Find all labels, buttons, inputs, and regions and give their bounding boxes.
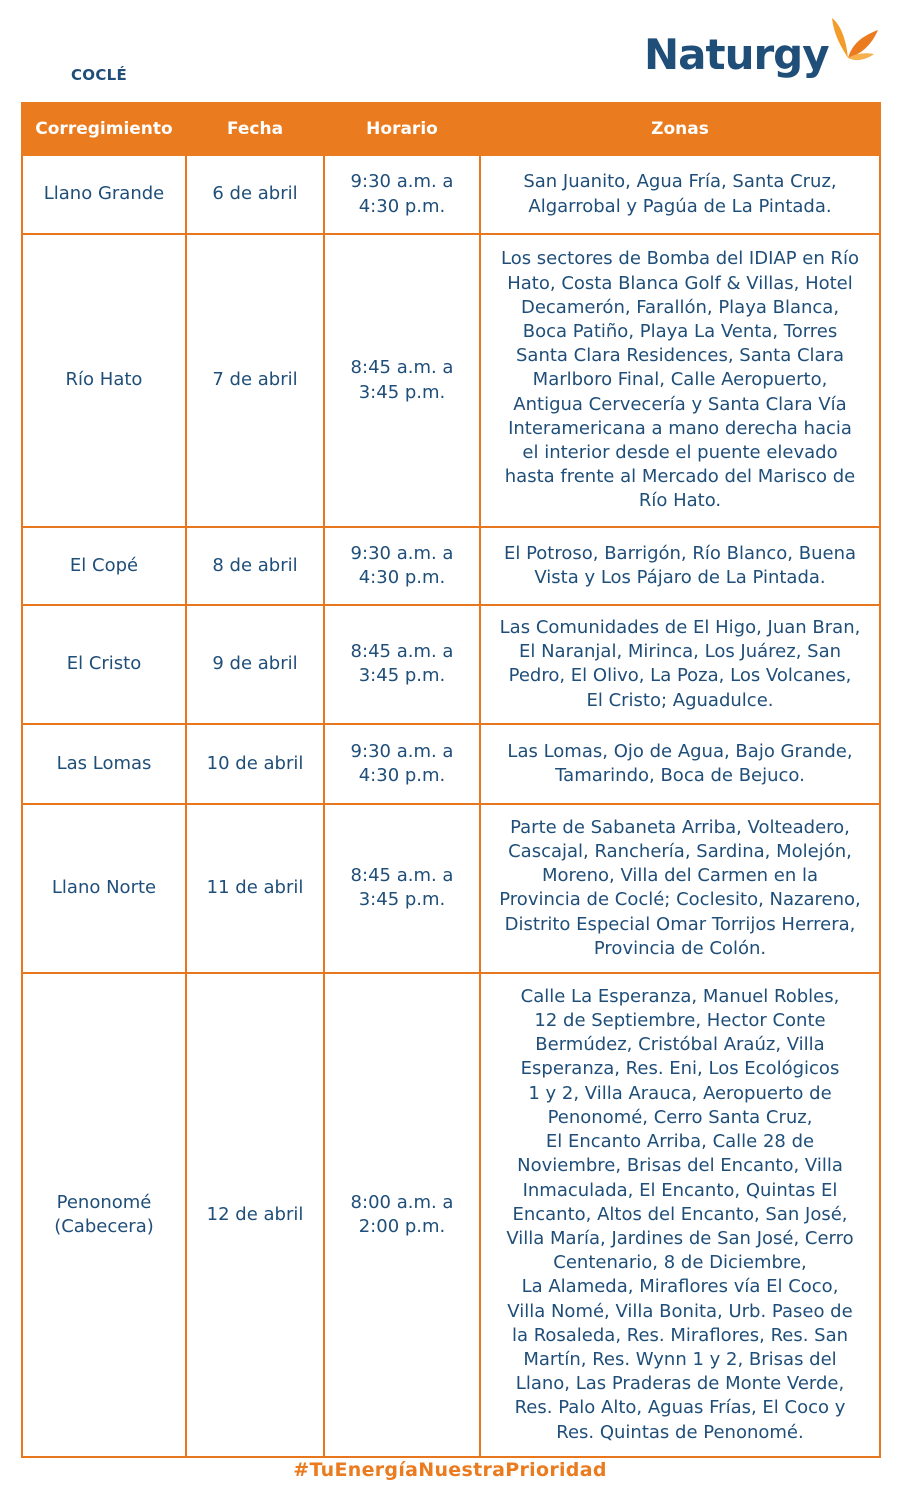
- cell-zonas: San Juanito, Agua Fría, Santa Cruz, Algarrobal y Pagúa de La Pintada.: [480, 155, 880, 234]
- cell-zonas: Las Comunidades de El Higo, Juan Bran, El Naranjal, Mirinca, Los Juárez, San Pedro, El Olivo, La Poza, Los Volcanes, El Cristo; Aguadulce.: [480, 605, 880, 724]
- table-row: [22, 605, 880, 724]
- header-horario: Horario: [324, 103, 480, 155]
- cell-zonas: Los sectores de Bomba del IDIAP en Río Hato, Costa Blanca Golf & Villas, Hotel Decamerón, Farallón, Playa Blanca, Boca Patiño, Playa La Venta, Torres Santa Clara Residences, Santa Clara Marlboro Final, Calle Aeropuerto, Antigua Cervecería y Santa Clara Vía Interamericana a mano derecha hacia el interior desde el puente elevado hasta frente al Mercado del Marisco de Río Hato.: [480, 234, 880, 527]
- cell-zonas: Las Lomas, Ojo de Agua, Bajo Grande, Tamarindo, Boca de Bejuco.: [480, 724, 880, 804]
- cell-horario: 9:30 a.m. a 4:30 p.m.: [324, 527, 480, 605]
- header-fecha: Fecha: [186, 103, 324, 155]
- cell-zonas: Calle La Esperanza, Manuel Robles, 12 de Septiembre, Hector Conte Bermúdez, Cristóbal Araúz, Villa Esperanza, Res. Eni, Los Ecológicos 1 y 2, Villa Arauca, Aeropuerto de Penonomé, Cerro Santa Cruz, El Encanto Arriba, Calle 28 de Noviembre, Brisas del Encanto, Villa Inmaculada, El Encanto, Quintas El Encanto, Altos del Encanto, San José, Villa María, Jardines de San José, Cerro Centenario, 8 de Diciembre, La Alameda, Miraflores vía El Coco, Villa Nomé, Villa Bonita, Urb. Paseo de la Rosaleda, Res. Miraflores, Res. San Martín, Res. Wynn 1 y 2, Brisas del Llano, Las Praderas de Monte Verde, Res. Palo Alto, Aguas Frías, El Coco y Res. Quintas de Penonomé.: [480, 973, 880, 1457]
- cell-fecha: 11 de abril: [186, 804, 324, 973]
- cell-corregimiento: Las Lomas: [22, 724, 186, 804]
- table-row: [22, 527, 880, 605]
- cell-horario: 9:30 a.m. a 4:30 p.m.: [324, 155, 480, 234]
- cell-fecha: 6 de abril: [186, 155, 324, 234]
- table-row: [22, 234, 880, 527]
- cell-zonas: El Potroso, Barrigón, Río Blanco, Buena Vista y Los Pájaro de La Pintada.: [480, 527, 880, 605]
- table-header-row: [22, 103, 880, 155]
- header-zonas: Zonas: [480, 103, 880, 155]
- cell-fecha: 10 de abril: [186, 724, 324, 804]
- cell-corregimiento: Río Hato: [22, 234, 186, 527]
- cell-corregimiento: Llano Norte: [22, 804, 186, 973]
- cell-horario: 8:45 a.m. a 3:45 p.m.: [324, 605, 480, 724]
- butterfly-icon: [826, 14, 880, 70]
- schedule-table: [21, 102, 881, 1458]
- region-title: COCLÉ: [71, 66, 128, 84]
- header-corregimiento: Corregimiento: [22, 103, 186, 155]
- logo-wordmark: Naturgy: [644, 30, 829, 79]
- cell-corregimiento: El Copé: [22, 527, 186, 605]
- table-row: [22, 724, 880, 804]
- table-row: [22, 804, 880, 973]
- cell-horario: 9:30 a.m. a 4:30 p.m.: [324, 724, 480, 804]
- cell-fecha: 9 de abril: [186, 605, 324, 724]
- cell-fecha: 7 de abril: [186, 234, 324, 527]
- cell-horario: 8:45 a.m. a 3:45 p.m.: [324, 234, 480, 527]
- cell-corregimiento: El Cristo: [22, 605, 186, 724]
- cell-fecha: 12 de abril: [186, 973, 324, 1457]
- cell-zonas: Parte de Sabaneta Arriba, Volteadero, Cascajal, Ranchería, Sardina, Molejón, Moreno, Villa del Carmen en la Provincia de Coclé; Coclesito, Nazareno, Distrito Especial Omar Torrijos Herrera, Provincia de Colón.: [480, 804, 880, 973]
- table-row: [22, 155, 880, 234]
- cell-horario: 8:45 a.m. a 3:45 p.m.: [324, 804, 480, 973]
- footer-hashtag: #TuEnergíaNuestraPrioridad: [293, 1459, 607, 1481]
- cell-horario: 8:00 a.m. a 2:00 p.m.: [324, 973, 480, 1457]
- cell-corregimiento: Llano Grande: [22, 155, 186, 234]
- table-row: [22, 973, 880, 1457]
- cell-corregimiento: Penonomé (Cabecera): [22, 973, 186, 1457]
- naturgy-logo: [644, 14, 884, 84]
- cell-fecha: 8 de abril: [186, 527, 324, 605]
